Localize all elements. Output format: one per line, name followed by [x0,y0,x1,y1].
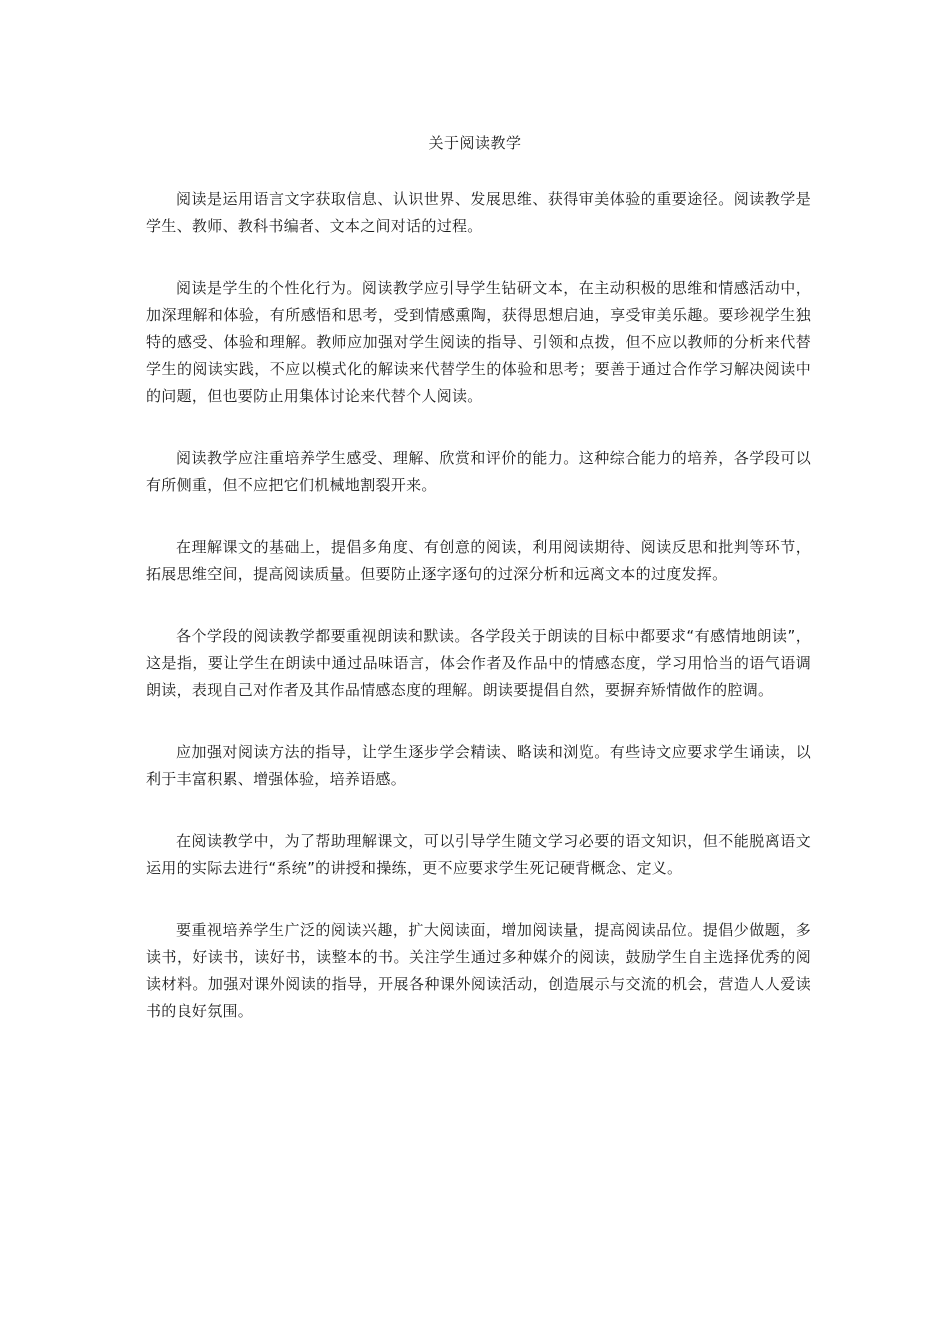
paragraph-3: 阅读教学应注重培养学生感受、理解、欣赏和评价的能力。这种综合能力的培养，各学段可以有所侧重，但不应把它们机械地割裂开来。 [146,449,811,494]
document-title: 关于阅读教学 [428,134,522,152]
document-body [146,186,811,1060]
paragraph-4: 在理解课文的基础上，提倡多角度、有创意的阅读，利用阅读期待、阅读反思和批判等环节，拓展思维空间，提高阅读质量。但要防止逐字逐句的过深分析和远离文本的过度发挥。 [146,538,811,583]
paragraph-8: 要重视培养学生广泛的阅读兴趣，扩大阅读面，增加阅读量，提高阅读品位。提倡少做题，多读书，好读书，读好书，读整本的书。关注学生通过多种媒介的阅读，鼓励学生自主选择优秀的阅读材料。加强对课外阅读的指导，开展各种课外阅读活动，创造展示与交流的机会，营造人人爱读书的良好氛围。 [146,921,811,1020]
paragraph-5: 各个学段的阅读教学都要重视朗读和默读。各学段关于朗读的目标中都要求“有感情地朗读”，这是指，要让学生在朗读中通过品味语言，体会作者及作品中的情感态度，学习用恰当的语气语调朗读，表现自己对作者及其作品情感态度的理解。朗读要提倡自然，要摒弃矫情做作的腔调。 [146,627,811,699]
paragraph-2: 阅读是学生的个性化行为。阅读教学应引导学生钻研文本，在主动积极的思维和情感活动中，加深理解和体验，有所感悟和思考，受到情感熏陶，获得思想启迪，享受审美乐趣。要珍视学生独特的感受、体验和理解。教师应加强对学生阅读的指导、引领和点拨，但不应以教师的分析来代替学生的阅读实践，不应以模式化的解读来代替学生的体验和思考；要善于通过合作学习解决阅读中的问题，但也要防止用集体讨论来代替个人阅读。 [146,279,811,405]
paragraph-1: 阅读是运用语言文字获取信息、认识世界、发展思维、获得审美体验的重要途径。阅读教学是学生、教师、教科书编者、文本之间对话的过程。 [146,190,811,235]
paragraph-7: 在阅读教学中，为了帮助理解课文，可以引导学生随文学习必要的语文知识，但不能脱离语文运用的实际去进行“系统”的讲授和操练，更不应要求学生死记硬背概念、定义。 [146,832,811,877]
paragraph-6: 应加强对阅读方法的指导，让学生逐步学会精读、略读和浏览。有些诗文应要求学生诵读，以利于丰富积累、增强体验，培养语感。 [146,743,811,788]
